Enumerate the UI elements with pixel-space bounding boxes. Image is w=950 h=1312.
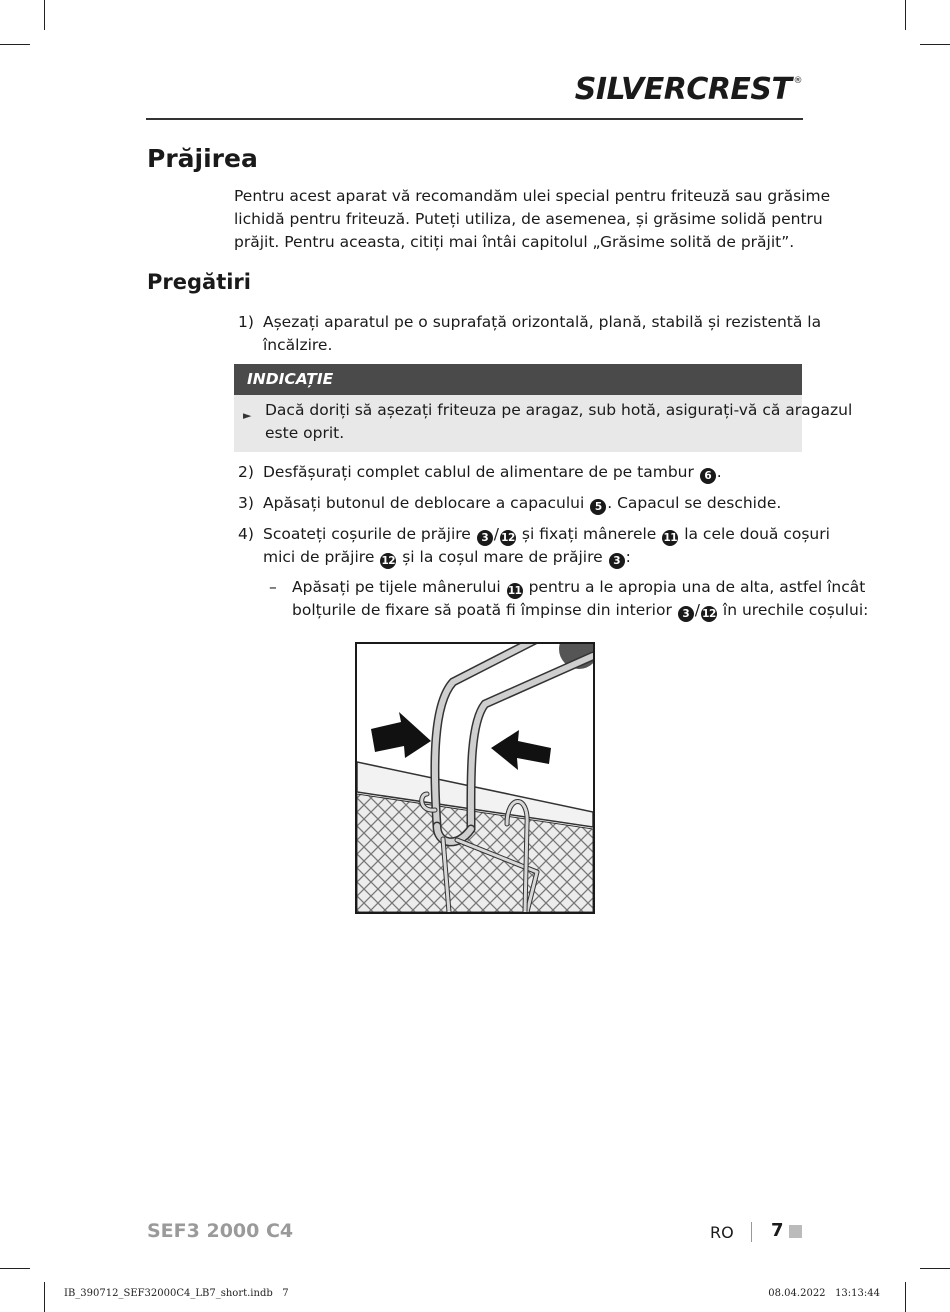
registered-mark: ® xyxy=(793,76,802,86)
step-text xyxy=(263,311,822,357)
illustration-svg xyxy=(357,644,593,912)
dash-bullet: – xyxy=(269,578,277,596)
footer-model-number: SEF3 2000 C4 xyxy=(147,1220,294,1242)
crop-mark xyxy=(920,44,950,45)
ref-number-badge: 12 xyxy=(381,555,396,567)
print-slug-date: 08.04.2022 13:13:44 xyxy=(768,1288,880,1299)
ref-number-badge: 12 xyxy=(702,608,716,620)
crop-mark xyxy=(0,1268,30,1269)
print-slug-file: IB_390712_SEF32000C4_LB7_short.indb 7 xyxy=(64,1288,289,1299)
section-title: Prăjirea xyxy=(147,144,258,173)
step-line: Apăsați butonul de deblocare a capacului 5 . Capacul se deschide. xyxy=(263,494,782,513)
ref-number-badge: 3 xyxy=(609,553,625,569)
ref-number-badge: 11 xyxy=(663,532,678,544)
footer-divider xyxy=(751,1222,752,1242)
brand-logo xyxy=(575,72,802,107)
ref-number-badge: 11 xyxy=(507,585,522,597)
step-number: 1) xyxy=(238,313,254,331)
step-line: Desfășurați complet cablul de alimentare de pe tambur 6 . xyxy=(263,463,722,482)
substep-line: Apăsați pe tijele mânerului 11 pentru a le apropia una de alta, astfel încât xyxy=(292,578,866,597)
step-number: 3) xyxy=(238,494,254,512)
press-arrow-left-icon xyxy=(371,712,431,758)
step-line: Așezați aparatul pe o suprafață orizontală, plană, stabilă și rezistentă la xyxy=(263,313,822,331)
step-text xyxy=(263,523,830,569)
ref-number-badge: 6 xyxy=(700,468,716,484)
step-line: Scoateți coșurile de prăjire 3 / 12 și fixați mânerele 11 la cele două coșuri xyxy=(263,525,830,544)
crop-mark xyxy=(920,1268,950,1269)
handle-attachment-illustration xyxy=(355,642,595,914)
bullet-arrow-icon: ► xyxy=(243,409,252,422)
ref-number-badge: 3 xyxy=(477,530,493,546)
crop-mark xyxy=(905,0,906,30)
footer-page-number: 7 xyxy=(771,1220,784,1241)
intro-line: lichidă pentru friteuză. Puteți utiliza, de asemenea, și grăsime solidă pentru xyxy=(234,210,823,228)
crop-mark xyxy=(0,44,30,45)
step-line: mici de prăjire 12 și la coșul mare de prăjire 3 : xyxy=(263,548,631,567)
footer-square-marker xyxy=(789,1225,802,1238)
ref-number-badge: 5 xyxy=(590,499,606,515)
note-heading: INDICAȚIE xyxy=(234,364,802,395)
footer-language: RO xyxy=(710,1223,734,1242)
substep-text xyxy=(292,576,869,622)
subsection-title: Pregătiri xyxy=(147,270,251,294)
intro-line: Pentru acest aparat vă recomandăm ulei special pentru friteuză sau grăsime xyxy=(234,187,831,205)
ref-number-badge: 12 xyxy=(501,532,515,544)
crop-mark xyxy=(44,1282,45,1312)
brand-name: SILVERCREST xyxy=(574,72,792,107)
crop-mark xyxy=(44,0,45,30)
intro-paragraph xyxy=(234,185,831,254)
crop-mark xyxy=(905,1282,906,1312)
substep-line: bolțurile de fixare să poată fi împinse din interior 3 / 12 în urechile coșului: xyxy=(292,601,869,620)
note-body xyxy=(234,395,853,442)
step-text xyxy=(263,492,808,515)
note-line: Dacă doriți să așezați friteuza pe aragaz, sub hotă, asigurați-vă că aragazul xyxy=(265,401,853,419)
note-text xyxy=(265,399,853,445)
note-box xyxy=(234,364,853,452)
header-rule xyxy=(146,118,803,120)
note-line: este oprit. xyxy=(265,424,345,442)
step-number: 4) xyxy=(238,525,254,543)
ref-number-badge: 3 xyxy=(678,606,694,622)
step-text xyxy=(263,461,808,484)
press-arrow-right-icon xyxy=(491,730,551,770)
step-number: 2) xyxy=(238,463,254,481)
intro-line: prăjit. Pentru aceasta, citiți mai întâi capitolul „Grăsime solită de prăjit”. xyxy=(234,233,795,251)
step-line: încălzire. xyxy=(263,336,333,354)
